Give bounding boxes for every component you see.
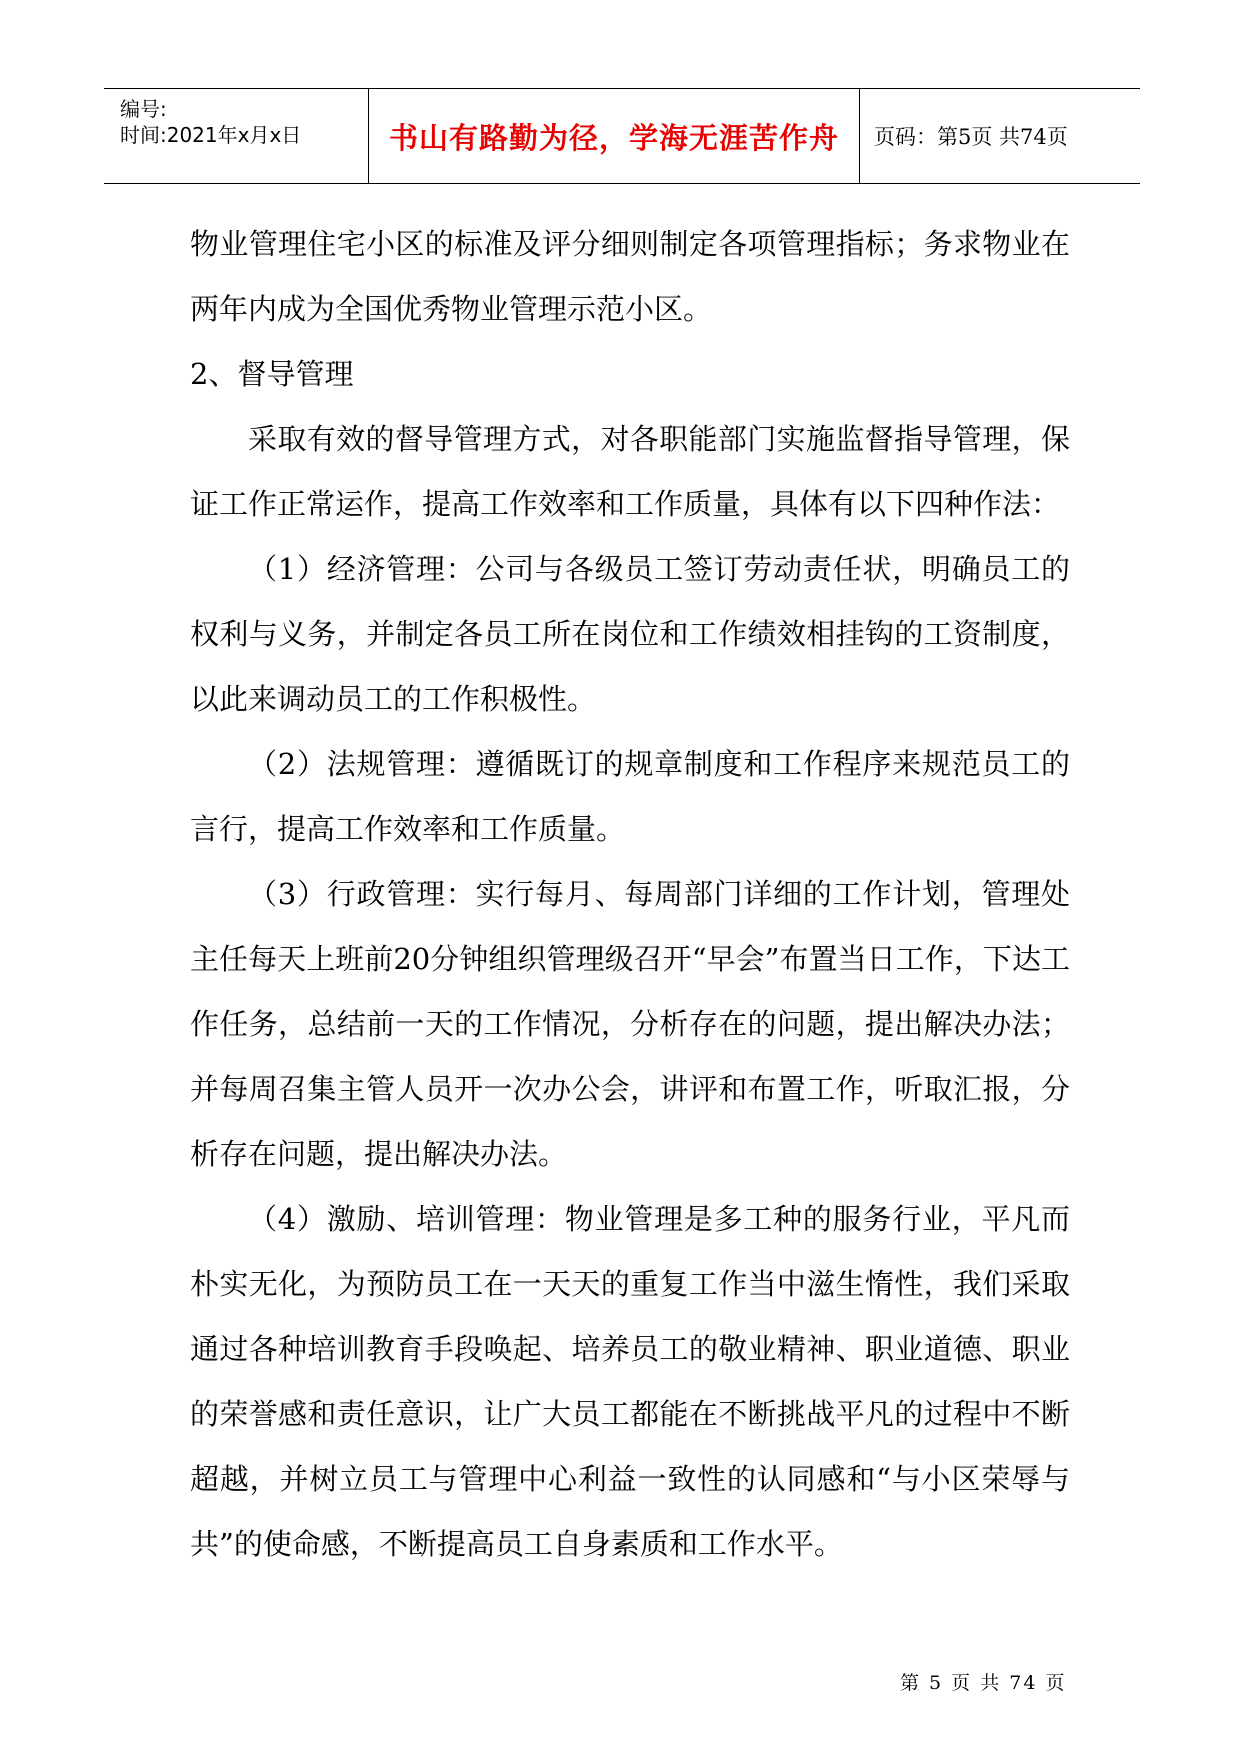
header-middle-cell [369, 89, 860, 183]
header-page-info: 页码：第5页 共74页 [874, 125, 1068, 149]
paragraph: （4）激励、培训管理：物业管理是多工种的服务行业，平凡而朴实无化，为预防员工在一天天的重复工作当中滋生惰性，我们采取通过各种培训教育手段唤起、培养员工的敬业精神、职业道德、职业的荣誉感和责任意识，让广大员工都能在不断挑战平凡的过程中不断超越，并树立员工与管理中心利益一致性的认同感和“与小区荣辱与共”的使命感，不断提高员工自身素质和工作水平。 [190, 1202, 1070, 1561]
paragraph: （1）经济管理：公司与各级员工签订劳动责任状，明确员工的权利与义务，并制定各员工所在岗位和工作绩效相挂钩的工资制度，以此来调动员工的工作积极性。 [190, 552, 1070, 716]
paragraph: 采取有效的督导管理方式，对各职能部门实施监督指导管理，保证工作正常运作，提高工作效率和工作质量，具体有以下四种作法： [190, 422, 1070, 521]
header-motto: 书山有路勤为径，学海无涯苦作舟 [388, 120, 839, 155]
page-header [104, 88, 1140, 184]
section-heading: 2、督导管理 [190, 357, 354, 391]
document-number-label: 编号: [120, 97, 167, 121]
document-time-label: 时间:2021年x月x日 [120, 123, 302, 147]
paragraph: （3）行政管理：实行每月、每周部门详细的工作计划，管理处主任每天上班前20分钟组织管理级召开“早会”布置当日工作，下达工作任务，总结前一天的工作情况，分析存在的问题，提出解决办法；并每周召集主管人员开一次办公会，讲评和布置工作，听取汇报，分析存在问题，提出解决办法。 [190, 877, 1070, 1171]
header-right-cell [860, 89, 1140, 183]
paragraph: （2）法规管理：遵循既订的规章制度和工作程序来规范员工的言行，提高工作效率和工作质量。 [190, 747, 1070, 846]
document-body [190, 212, 1070, 1577]
header-left-cell [104, 89, 369, 183]
paragraph: 物业管理住宅小区的标准及评分细则制定各项管理指标；务求物业在两年内成为全国优秀物业管理示范小区。 [190, 227, 1070, 326]
page-footer: 第 5 页 共 74 页 [900, 1672, 1067, 1694]
